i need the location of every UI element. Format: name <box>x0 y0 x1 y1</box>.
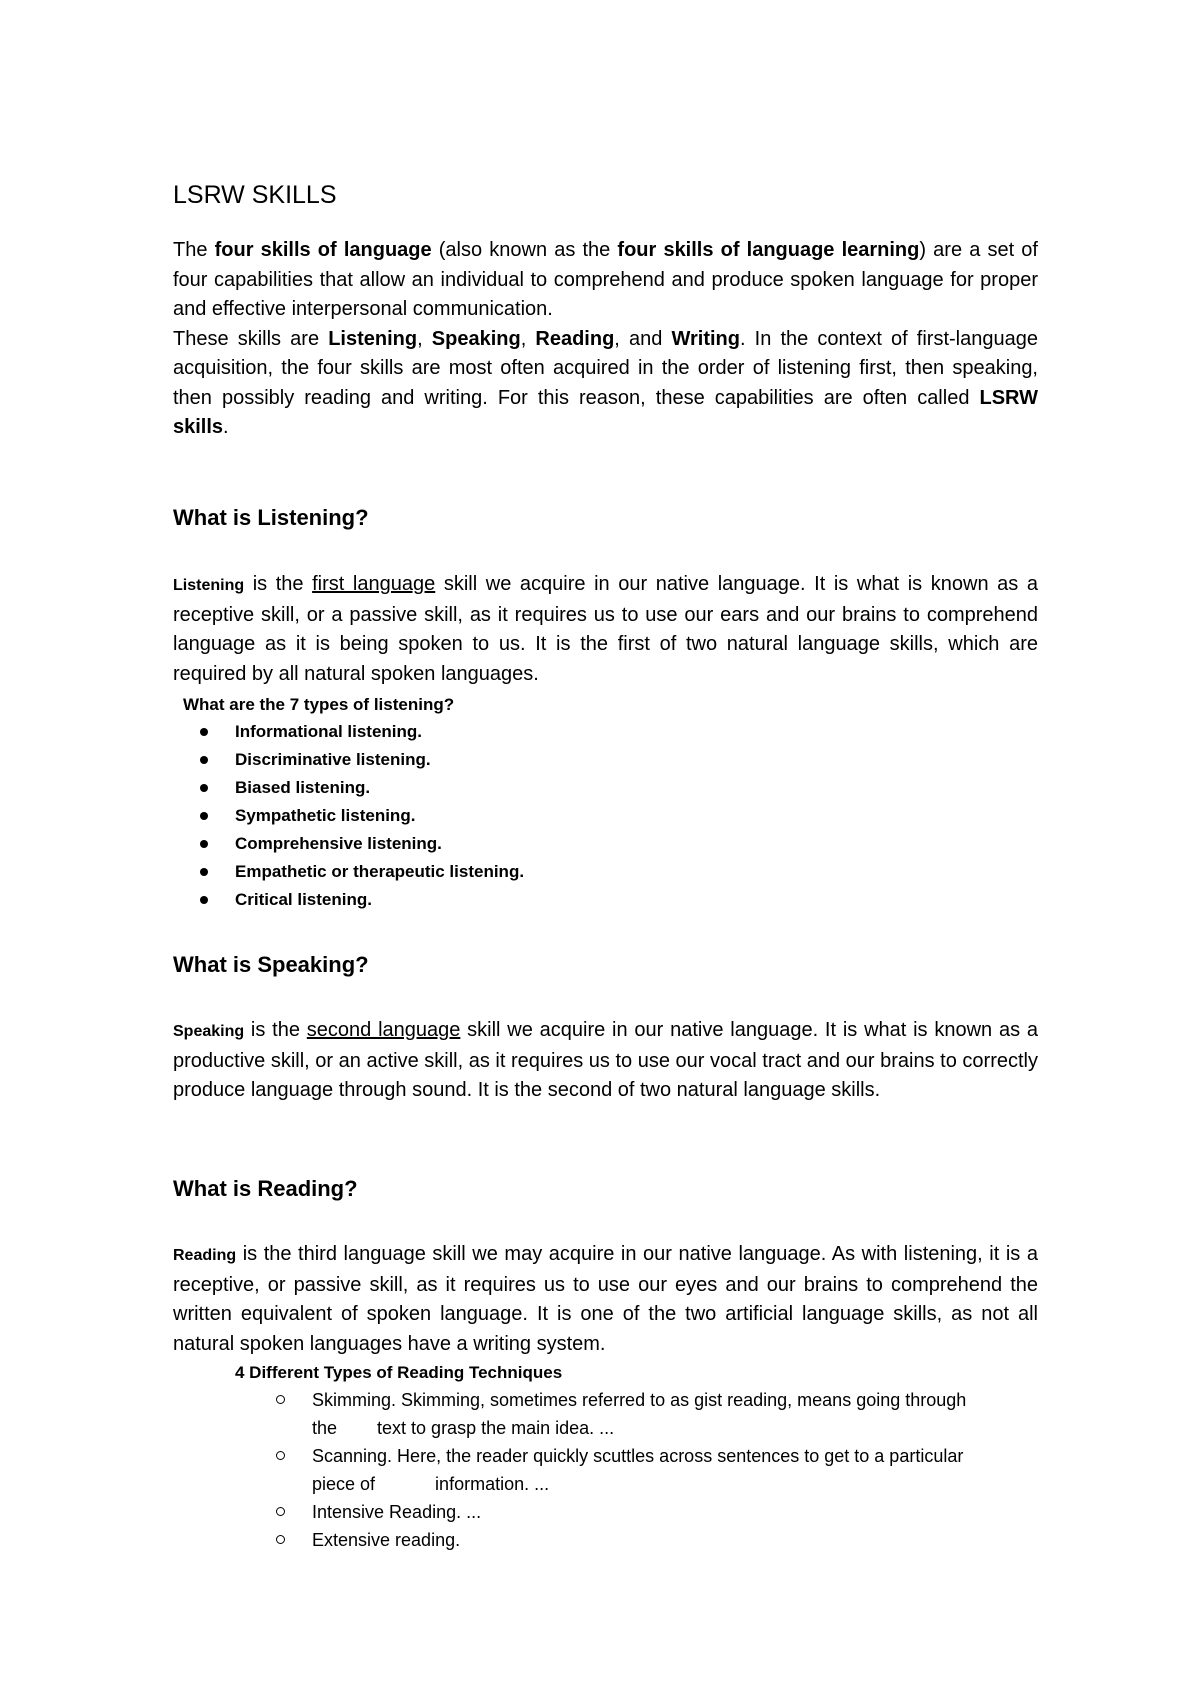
bullet-icon <box>200 784 208 792</box>
reading-techniques-list <box>276 1386 1036 1554</box>
listening-types-label: What are the 7 types of listening? <box>183 695 455 714</box>
speaking-paragraph: Speaking is the second language skill we acquire in our native language. It is what is known as a productive skill, or an active skill, as it requires us to use our vocal tract and our brains to correctly produce language through sound. It is the second of two natural language skills. <box>173 1019 1038 1101</box>
second-language-link[interactable]: second language <box>306 1019 461 1041</box>
page-title: LSRW SKILLS <box>173 181 337 209</box>
list-item: Biased listening. <box>173 774 524 802</box>
list-item: Discriminative listening. <box>173 746 524 774</box>
list-item: Informational listening. <box>173 718 524 746</box>
list-item: Comprehensive listening. <box>173 830 524 858</box>
list-item: Sympathetic listening. <box>173 802 524 830</box>
reading-paragraph: Reading is the third language skill we may acquire in our native language. As with listening, it is a receptive, or passive skill, as it requires us to use our eyes and our brains to comprehend the written equivalent of spoken language. It is one of the two artificial language skills, as not all natural spoken languages have a writing system. <box>173 1243 1038 1355</box>
reading-techniques-label: 4 Different Types of Reading Techniques <box>235 1363 563 1382</box>
speaking-heading: What is Speaking? <box>173 952 369 977</box>
list-item: Extensive reading. <box>276 1526 1036 1554</box>
listening-types-list <box>173 718 524 914</box>
circle-bullet-icon <box>276 1507 285 1516</box>
intro-paragraph: The four skills of language (also known as the four skills of language learning) are a set of four capabilities that allow an individual to comprehend and produce spoken language for proper and effective interpersonal communication. These skills are Listening, Speaking, Reading, and Writing. In the context of first-language acquisition, the four skills are most often acquired in the order of listening first, then speaking, then possibly reading and writing. For this reason, these capabilities are often called LSRW skills. <box>173 239 1038 438</box>
list-item: Critical listening. <box>173 886 524 914</box>
bullet-icon <box>200 812 208 820</box>
bullet-icon <box>200 728 208 736</box>
listening-lead: Listening <box>173 577 245 594</box>
listening-paragraph: Listening is the first language skill we acquire in our native language. It is what is known as a receptive skill, or a passive skill, as it requires us to use our ears and our brains to comprehend language as it is being spoken to us. It is the first of two natural language skills, which are required by all natural spoken languages. <box>173 573 1039 685</box>
list-item: Skimming. Skimming, sometimes referred to as gist reading, means going through the text to grasp the main idea. ... <box>276 1386 1036 1442</box>
circle-bullet-icon <box>276 1395 285 1404</box>
list-item: Scanning. Here, the reader quickly scuttles across sentences to get to a particular piece of information. ... <box>276 1442 1036 1498</box>
circle-bullet-icon <box>276 1535 285 1544</box>
bullet-icon <box>200 868 208 876</box>
list-item: Intensive Reading. ... <box>276 1498 1036 1526</box>
list-item: Empathetic or therapeutic listening. <box>173 858 524 886</box>
speaking-lead: Speaking <box>173 1023 245 1040</box>
bullet-icon <box>200 840 208 848</box>
reading-heading: What is Reading? <box>173 1176 358 1201</box>
bullet-icon <box>200 756 208 764</box>
first-language-link[interactable]: first language <box>312 573 436 595</box>
listening-heading: What is Listening? <box>173 505 369 530</box>
circle-bullet-icon <box>276 1451 285 1460</box>
bullet-icon <box>200 896 208 904</box>
reading-lead: Reading <box>173 1247 237 1264</box>
